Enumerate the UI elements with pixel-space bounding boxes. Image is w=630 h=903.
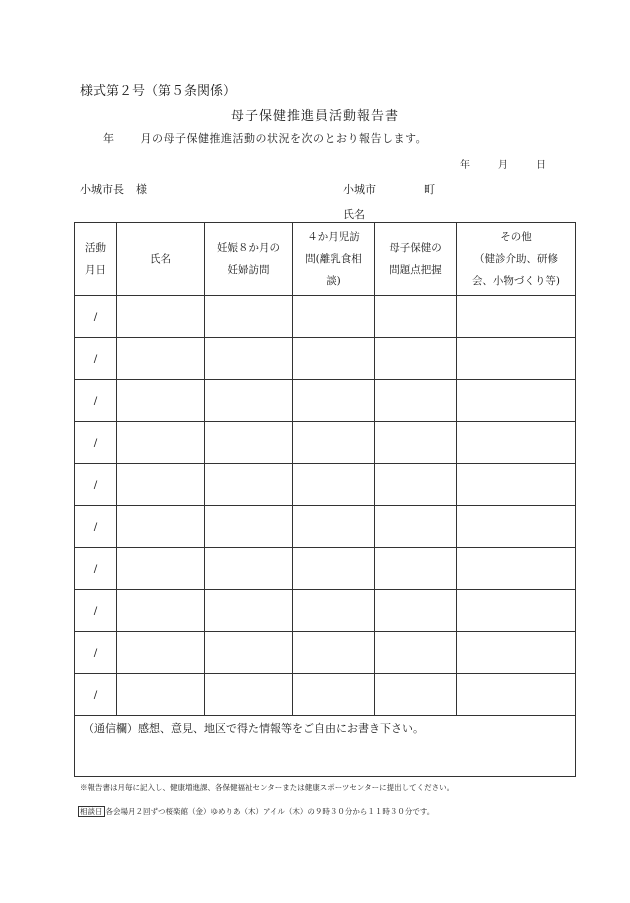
infant-visit-cell[interactable] [293, 632, 375, 674]
date-year: 年 [460, 160, 470, 171]
infant-visit-cell[interactable] [293, 296, 375, 338]
name-cell[interactable] [117, 380, 205, 422]
date-fields [460, 156, 546, 171]
pregnancy-visit-cell[interactable] [205, 632, 293, 674]
problem-cell[interactable] [375, 380, 457, 422]
header-name: 氏名 [117, 223, 205, 296]
problem-cell[interactable] [375, 296, 457, 338]
document-title: 母子保健推進員活動報告書 [230, 109, 399, 124]
pregnancy-visit-cell[interactable] [205, 422, 293, 464]
date-cell[interactable]: / [75, 590, 117, 632]
table-row [75, 464, 576, 506]
date-cell[interactable]: / [75, 380, 117, 422]
other-cell[interactable] [457, 338, 576, 380]
date-cell[interactable]: / [75, 632, 117, 674]
other-cell[interactable] [457, 632, 576, 674]
other-cell[interactable] [457, 506, 576, 548]
name-cell[interactable] [117, 548, 205, 590]
pregnancy-visit-cell[interactable] [205, 464, 293, 506]
pregnancy-visit-cell[interactable] [205, 548, 293, 590]
intro-line [103, 130, 427, 146]
intro-year: 年 [103, 132, 115, 145]
submission-note: ※報告書は月毎に記入し、健康増進課、各保健福祉センターまたは健康スポーツセンターに提出してください。 [80, 783, 455, 792]
date-cell[interactable]: / [75, 506, 117, 548]
infant-visit-cell[interactable] [293, 548, 375, 590]
table-row [75, 632, 576, 674]
table-row [75, 590, 576, 632]
problem-cell[interactable] [375, 422, 457, 464]
other-cell[interactable] [457, 464, 576, 506]
date-cell[interactable]: / [75, 548, 117, 590]
table-row [75, 338, 576, 380]
communication-field[interactable]: （通信欄）感想、意見、地区で得た情報等をご自由にお書き下さい。 [75, 716, 576, 777]
addressee-name: 小城市長 [80, 183, 124, 196]
addressee-honorific: 様 [136, 183, 147, 196]
name-cell[interactable] [117, 590, 205, 632]
table-row [75, 380, 576, 422]
reporter-address [343, 181, 435, 197]
consultation-footer [78, 806, 434, 817]
table-row [75, 296, 576, 338]
date-cell[interactable]: / [75, 464, 117, 506]
date-day: 日 [536, 160, 546, 171]
other-cell[interactable] [457, 422, 576, 464]
header-problem-grasp: 母子保健の 問題点把握 [375, 223, 457, 296]
problem-cell[interactable] [375, 548, 457, 590]
pregnancy-visit-cell[interactable] [205, 590, 293, 632]
address-town: 町 [424, 183, 435, 196]
table-row [75, 506, 576, 548]
problem-cell[interactable] [375, 590, 457, 632]
infant-visit-cell[interactable] [293, 464, 375, 506]
table-row [75, 548, 576, 590]
infant-visit-cell[interactable] [293, 380, 375, 422]
other-cell[interactable] [457, 674, 576, 716]
pregnancy-visit-cell[interactable] [205, 296, 293, 338]
infant-visit-cell[interactable] [293, 674, 375, 716]
pregnancy-visit-cell[interactable] [205, 506, 293, 548]
date-month: 月 [498, 160, 508, 171]
reporter-name-label: 氏名 [343, 208, 365, 221]
header-infant-visit: ４か月児訪 問(離乳食相 談) [293, 223, 375, 296]
date-cell[interactable]: / [75, 338, 117, 380]
pregnancy-visit-cell[interactable] [205, 380, 293, 422]
name-cell[interactable] [117, 506, 205, 548]
problem-cell[interactable] [375, 464, 457, 506]
name-cell[interactable] [117, 422, 205, 464]
header-other: その他 （健診介助、研修 会、小物づくり等) [457, 223, 576, 296]
date-cell[interactable]: / [75, 296, 117, 338]
problem-cell[interactable] [375, 632, 457, 674]
pregnancy-visit-cell[interactable] [205, 674, 293, 716]
other-cell[interactable] [457, 548, 576, 590]
name-cell[interactable] [117, 632, 205, 674]
header-activity-date: 活動 月日 [75, 223, 117, 296]
activity-table [74, 222, 576, 777]
intro-text: 月の母子保健推進活動の状況を次のとおり報告します。 [140, 132, 428, 145]
date-cell[interactable]: / [75, 422, 117, 464]
communication-row [75, 716, 576, 777]
infant-visit-cell[interactable] [293, 338, 375, 380]
other-cell[interactable] [457, 380, 576, 422]
name-cell[interactable] [117, 296, 205, 338]
consultation-tag: 相談日 [80, 807, 103, 816]
infant-visit-cell[interactable] [293, 590, 375, 632]
problem-cell[interactable] [375, 674, 457, 716]
infant-visit-cell[interactable] [293, 506, 375, 548]
form-number: 様式第２号（第５条関係） [80, 84, 237, 99]
address-city: 小城市 [343, 183, 376, 196]
pregnancy-visit-cell[interactable] [205, 338, 293, 380]
problem-cell[interactable] [375, 338, 457, 380]
date-cell[interactable]: / [75, 674, 117, 716]
name-cell[interactable] [117, 338, 205, 380]
table-row [75, 422, 576, 464]
name-cell[interactable] [117, 674, 205, 716]
header-pregnancy-visit: 妊娠８か月の 妊婦訪問 [205, 223, 293, 296]
name-cell[interactable] [117, 464, 205, 506]
other-cell[interactable] [457, 296, 576, 338]
table-header-row [75, 223, 576, 296]
infant-visit-cell[interactable] [293, 422, 375, 464]
table-row [75, 674, 576, 716]
consultation-text: 各会場月２回ずつ桜楽館（金）ゆめりあ（木）アイル（木）の９時３０分から１１時３０分です。 [105, 807, 435, 816]
other-cell[interactable] [457, 590, 576, 632]
addressee [80, 181, 147, 197]
problem-cell[interactable] [375, 506, 457, 548]
